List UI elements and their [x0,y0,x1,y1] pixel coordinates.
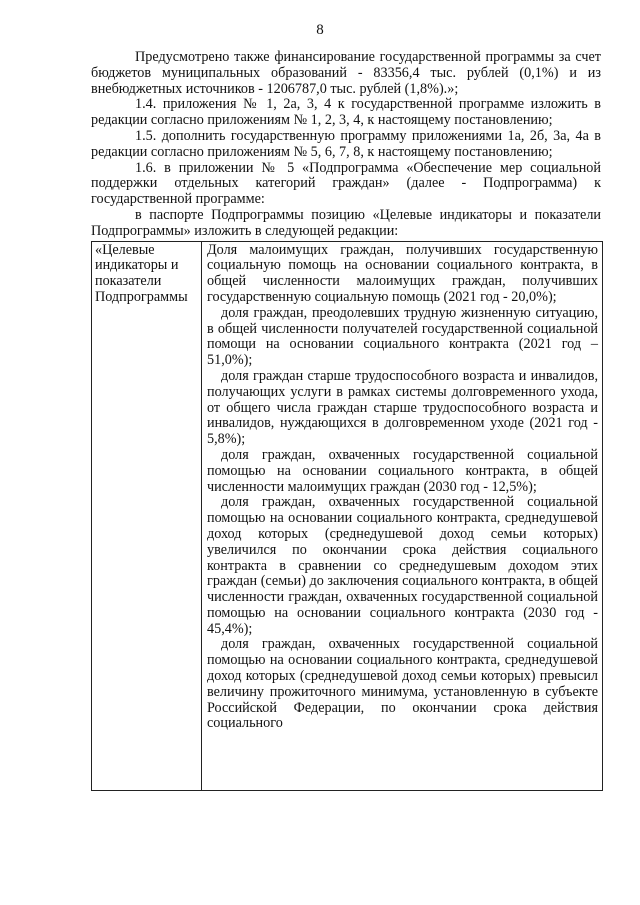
paragraph-1-4: 1.4. приложения № 1, 2а, 3, 4 к государственной программе изложить в редакции согласно приложениям № 1, 2, 3, 4, к настоящему постановлению; [91,96,601,129]
indicator-item: доля граждан, охваченных государственной социальной помощью на основании социального контракта, в общей численности малоимущих граждан (2030 год - 12,5%); [207,446,598,495]
paragraph-1-6: 1.6. в приложении № 5 «Подпрограмма «Обеспечение мер социальной поддержки отдельных категорий граждан» (далее - Подпрограмма) к государственной программе: [91,159,601,208]
indicator-item: доля граждан старше трудоспособного возраста и инвалидов, получающих услуги в рамках системы долговременного ухода, от общего числа граждан старше трудоспособного возраста и инвалидов, нуждающихся в долговременном уходе (2021 год - 5,8%); [207,367,598,448]
table-content-cell [202,242,602,790]
page-number: 8 [316,22,324,38]
document-body [91,50,601,791]
indicator-item: доля граждан, охваченных государственной социальной помощью на основании социального контракта, среднедушевой доход которых (среднедушевой доход семьи которых) увеличился по окончании срока действия социального контракта в сравнении со среднедушевым доходом этих граждан (семьи) до заключения социального контракта, в общей численности граждан, охваченных государственной социальной помощью на основании социального контракта (2030 год - 45,4%); [207,494,598,637]
paragraph-financing: Предусмотрено также финансирование государственной программы за счет бюджетов муниципальных образований - 83356,4 тыс. рублей (0,1%) и из внебюджетных источников - 1206787,0 тыс. рублей (1,8%).»; [91,49,601,97]
table-label-cell: «Целевые индикаторы и показатели Подпрограммы [92,242,202,790]
paragraph-passport: в паспорте Подпрограммы позицию «Целевые индикаторы и показатели Подпрограммы» изложить в следующей редакции: [91,206,601,239]
indicator-item: Доля малоимущих граждан, получивших государственную социальную помощь на основании социального контракта, в общей численности малоимущих граждан, получивших государственную социальную помощь (2021 год - 20,0%); [207,241,598,305]
indicator-item: доля граждан, охваченных государственной социальной помощью на основании социального контракта, среднедушевой доход которых (среднедушевой доход семьи которых) превысил величину прожиточного минимума, установленную в субъекте Российской Федерации, по окончании срока действия социального [207,636,598,732]
indicators-table [91,241,603,791]
indicator-item: доля граждан, преодолевших трудную жизненную ситуацию, в общей численности получателей государственной социальной помощи на основании социального контракта (2021 год – 51,0%); [207,304,598,369]
paragraph-1-5: 1.5. дополнить государственную программу приложениями 1а, 2б, 3а, 4а в редакции согласно приложениям № 5, 6, 7, 8, к настоящему постановлению; [91,127,601,160]
